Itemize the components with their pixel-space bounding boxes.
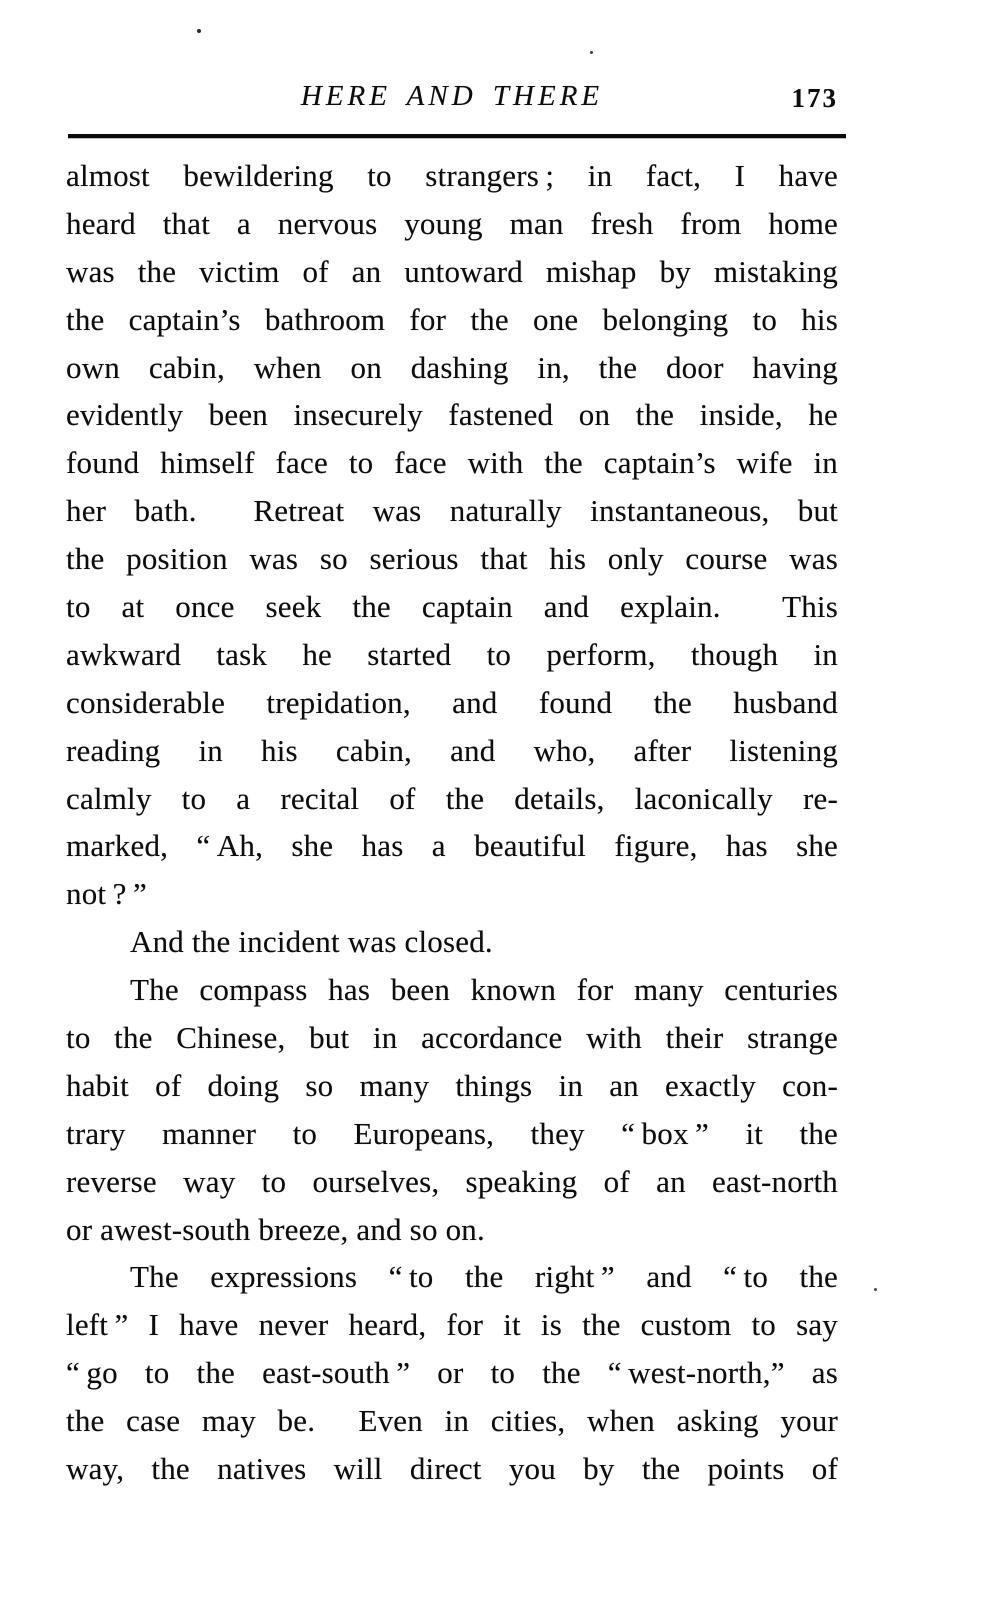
text-line-content: trary manner to Europeans, they “ box ” it the [66,1115,838,1151]
text-line [66,583,838,631]
text-line-content: awkward task he started to perform, though in [66,636,838,672]
text-line [66,966,838,1014]
text-line-content: or awest-south breeze, and so on. [66,1211,485,1247]
text-line [66,487,838,535]
text-line-content: to the Chinese, but in accordance with their strange [66,1020,838,1056]
text-line-content: the case may be. Even in cities, when asking your [66,1403,838,1439]
text-line [66,679,838,727]
text-line [66,439,838,487]
text-line [66,1397,838,1445]
text-line [66,1445,838,1493]
scan-speck [874,1288,877,1291]
text-line-content: reading in his cabin, and who, after listening [66,732,838,768]
text-line [66,200,838,248]
text-line [66,248,838,296]
text-line [66,1014,838,1062]
text-line-content: considerable trepidation, and found the husband [66,684,838,720]
text-line [66,296,838,344]
page-number: 173 [791,83,838,113]
text-line [66,631,838,679]
text-line [66,918,838,966]
text-line-content: left ” I have never heard, for it is the custom to say [66,1307,838,1343]
text-line [66,344,838,392]
text-line [66,775,838,823]
text-line-content: the captain’s bathroom for the one belonging to his [66,301,838,337]
text-line-content: The expressions “ to the right ” and “ to the [130,1259,838,1295]
text-line-content: marked, “ Ah, she has a beautiful figure, has she [66,828,838,864]
text-line-content: habit of doing so many things in an exactly con- [66,1067,838,1103]
text-line [66,535,838,583]
text-line-content: reverse way to ourselves, speaking of an east-north [66,1163,838,1199]
text-line [66,1110,838,1158]
scan-speck [197,29,201,33]
text-line-content: “ go to the east-south ” or to the “ west-north,” as [66,1355,838,1391]
text-line-content: heard that a nervous young man fresh from home [66,205,838,241]
text-line [66,1349,838,1397]
body-text [66,152,838,1493]
text-line [66,1253,838,1301]
text-line [66,1206,838,1254]
text-line [66,870,838,918]
text-line-content: found himself face to face with the captain’s wife in [66,445,838,481]
text-line-content: the position was so serious that his only course was [66,541,838,577]
text-line-content: was the victim of an untoward mishap by mistaking [66,253,838,289]
text-line [66,1062,838,1110]
running-header [66,80,838,120]
text-line-content: almost bewildering to strangers ; in fact, I have [66,158,838,193]
text-line-content: And the incident was closed. [130,924,493,960]
text-line-content: way, the natives will direct you by the points of [66,1451,838,1487]
text-line-content: not ? ” [66,876,147,912]
header-rule [68,134,846,138]
text-line-content: to at once seek the captain and explain. This [66,589,838,625]
text-line [66,152,838,200]
text-line-content: calmly to a recital of the details, laconically re- [66,780,838,816]
text-line-content: own cabin, when on dashing in, the door having [66,349,838,385]
page-header-title: HERE AND THERE [300,80,604,112]
text-line-content: her bath. Retreat was naturally instantaneous, but [66,493,838,529]
text-line-content: evidently been insecurely fastened on the inside, he [66,397,838,433]
text-line [66,1158,838,1206]
text-line [66,822,838,870]
scan-speck [590,51,593,54]
text-line [66,1301,838,1349]
text-line [66,727,838,775]
text-line [66,391,838,439]
text-line-content: The compass has been known for many centuries [130,972,838,1008]
